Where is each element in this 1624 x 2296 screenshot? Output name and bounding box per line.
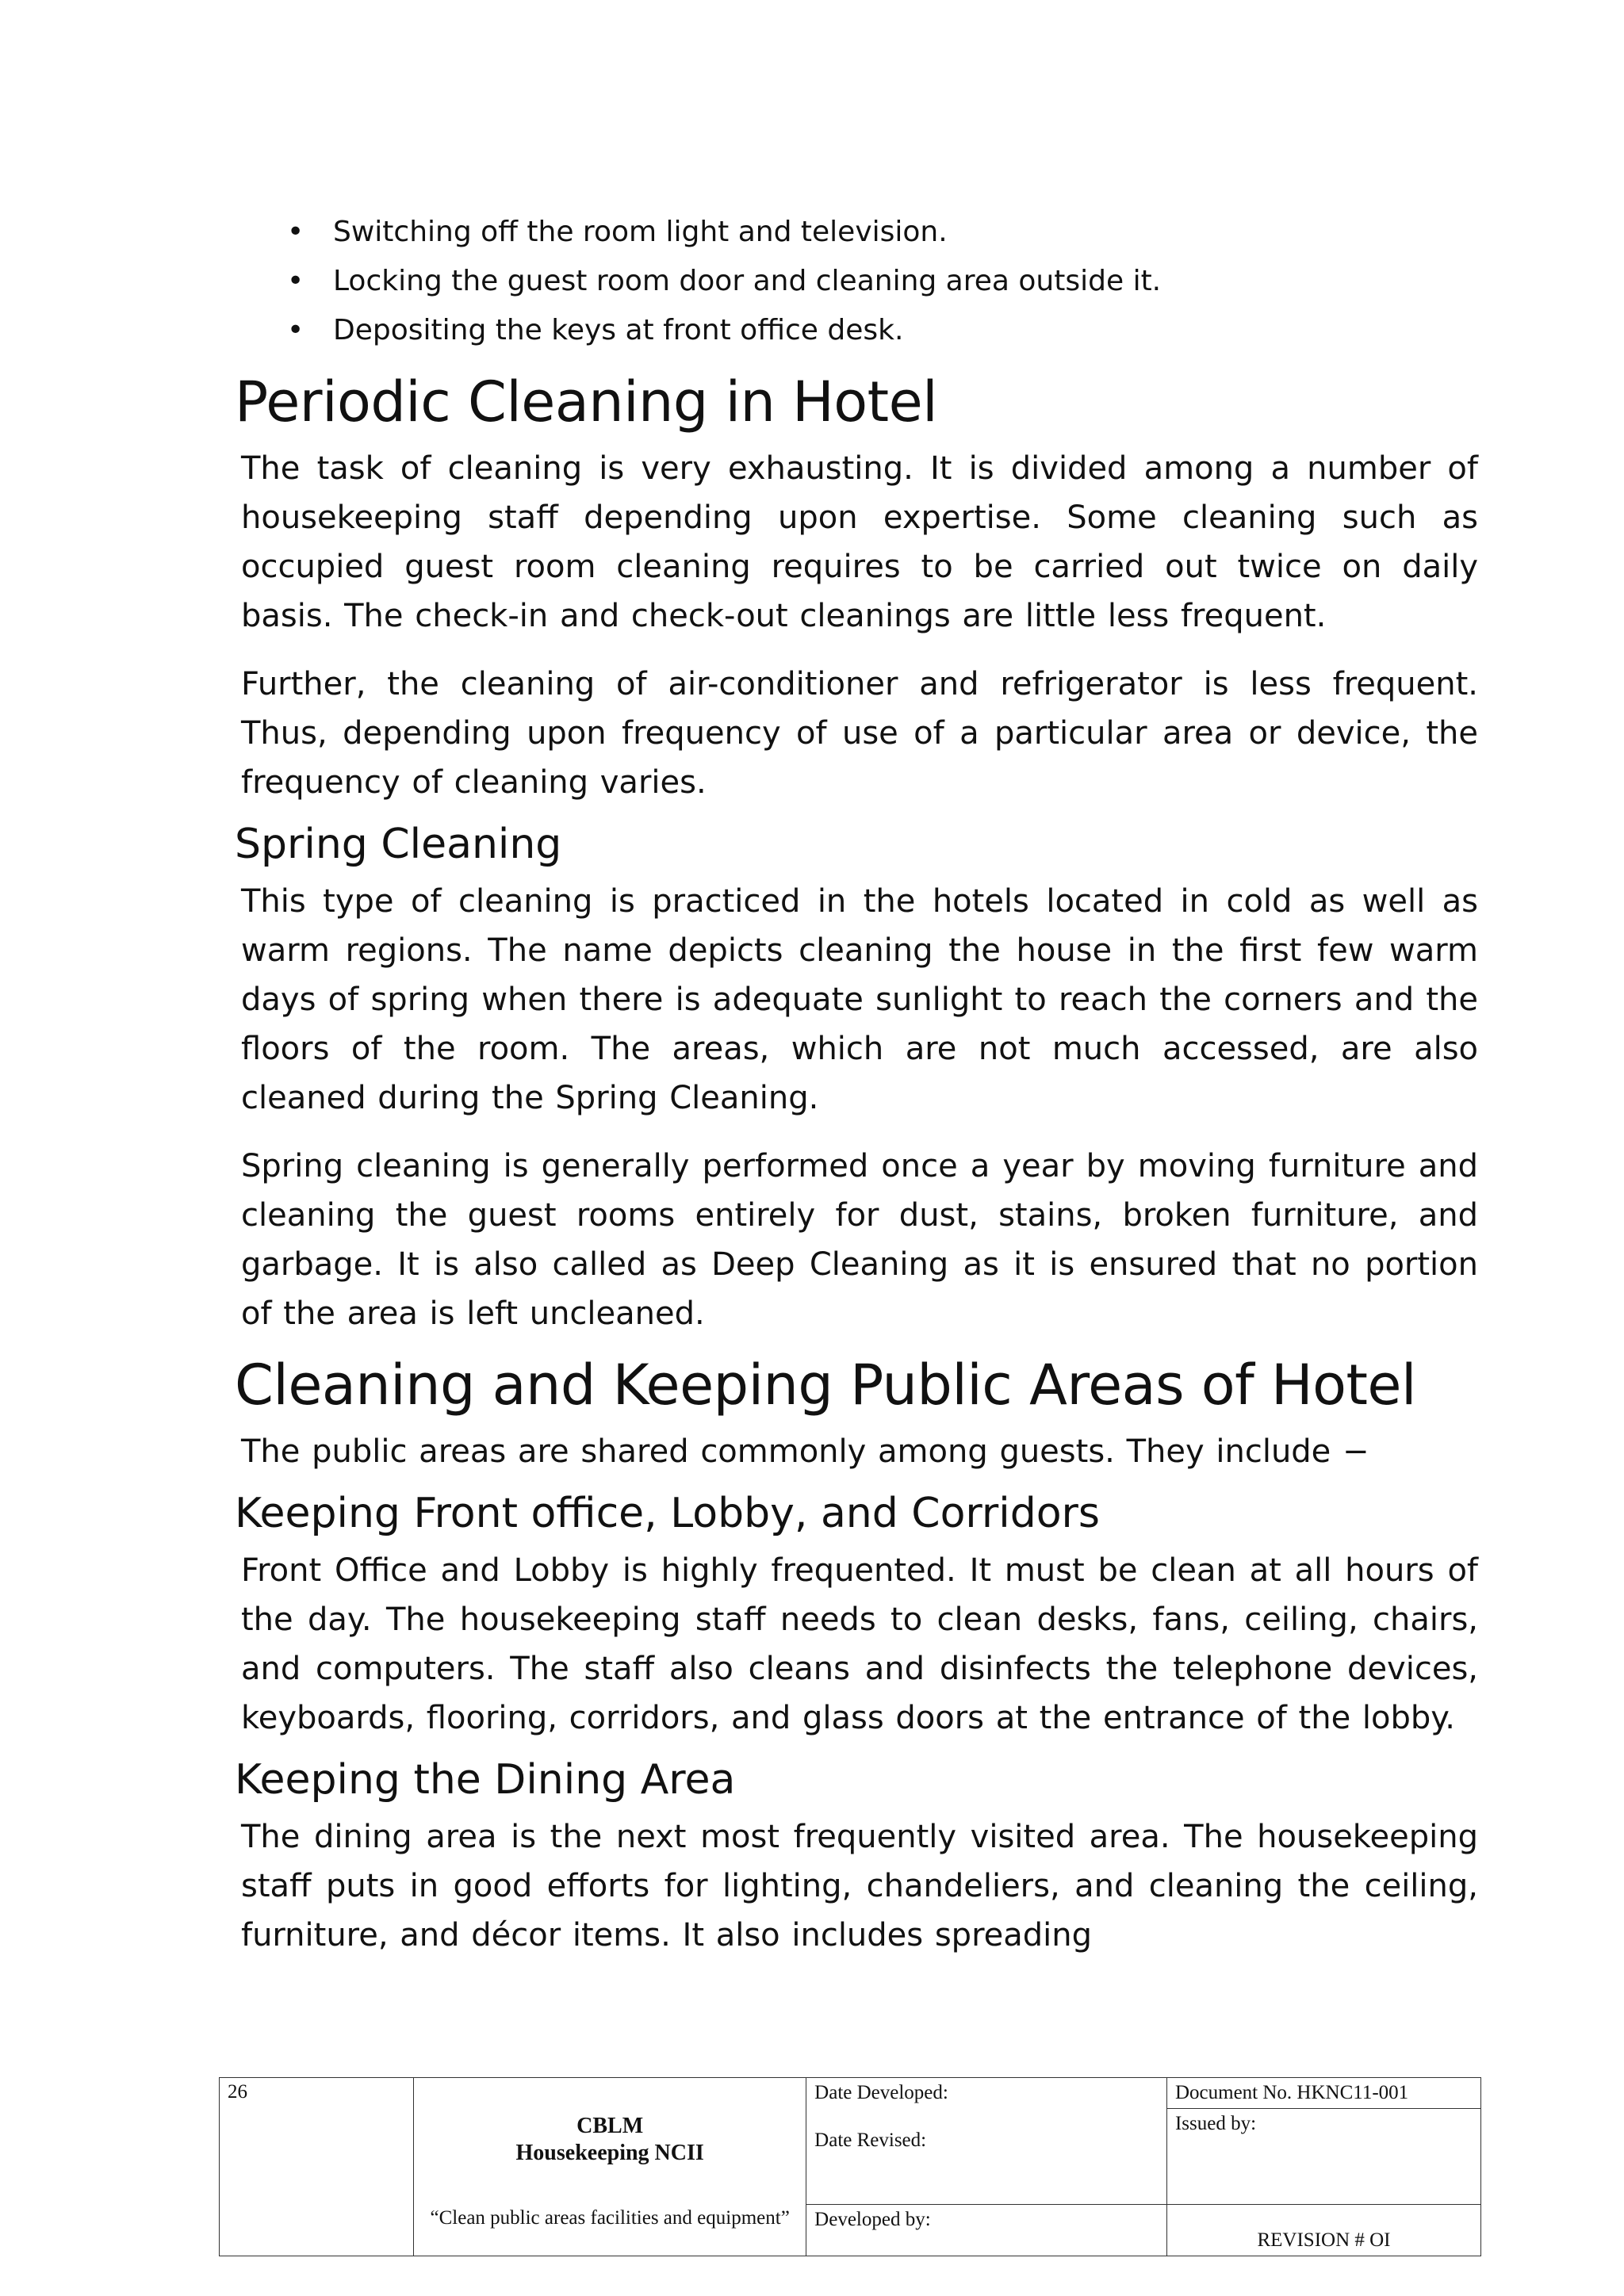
heading-front-office: Keeping Front office, Lobby, and Corridors — [235, 1490, 1101, 1537]
heading-dining-area: Keeping the Dining Area — [235, 1756, 736, 1804]
date-developed-label: Date Developed: — [814, 2082, 948, 2103]
revision-cell: REVISION # OI — [1166, 2205, 1480, 2256]
module-title: “Clean public areas facilities and equipment” — [430, 2207, 790, 2229]
bullet-icon: • — [287, 314, 304, 346]
paragraph: This type of cleaning is practiced in the hotels located in cold as well as warm regions. The name depicts cleaning the house in the first few warm days of spring when there is adequate sunlight to reach the corners and the floors of the room. The areas, which are not much accessed, are also cleaned during the Spring Cleaning. — [241, 883, 1478, 1116]
page-content — [235, 208, 1478, 1965]
bullet-list — [235, 208, 1478, 355]
paragraph: The public areas are shared commonly among guests. They include − — [241, 1433, 1369, 1470]
document-title-cell — [414, 2078, 806, 2256]
paragraph: Further, the cleaning of air-conditioner and refrigerator is less frequent. Thus, depending upon frequency of use of a particular area or device, the frequency of cleaning varies. — [241, 666, 1478, 801]
paragraph: The task of cleaning is very exhausting. It is divided among a number of housekeeping staff depending upon expertise. Some cleaning such as occupied guest room cleaning requires to be carried out twice on daily basis. The check-in and check-out cleanings are little less frequent. — [241, 450, 1478, 634]
heading-public-areas: Cleaning and Keeping Public Areas of Hotel — [235, 1353, 1416, 1418]
paragraph: The dining area is the next most frequently visited area. The housekeeping staff puts in good efforts for lighting, chandeliers, and cleaning the ceiling, furniture, and décor items. It also includes spreading — [241, 1819, 1478, 1954]
document-subtitle: Housekeeping NCII — [515, 2141, 704, 2165]
developed-by-cell: Developed by: — [806, 2205, 1167, 2256]
page-number: 26 — [220, 2078, 414, 2256]
issued-by-cell: Issued by: — [1166, 2109, 1480, 2205]
bullet-icon: • — [287, 216, 304, 248]
list-item: • Locking the guest room door and cleaning area outside it. — [235, 257, 1478, 306]
heading-periodic-cleaning: Periodic Cleaning in Hotel — [235, 369, 938, 434]
bullet-icon: • — [287, 265, 304, 297]
document-number: Document No. HKNC11-001 — [1166, 2078, 1480, 2109]
date-revised-label: Date Revised: — [814, 2130, 927, 2151]
list-item: • Switching off the room light and television. — [235, 208, 1478, 257]
paragraph: Spring cleaning is generally performed once a year by moving furniture and cleaning the guest rooms entirely for dust, stains, broken furniture, and garbage. It is also called as Deep Cleaning as it is ensured that no portion of the area is left uncleaned. — [241, 1148, 1478, 1332]
paragraph: Front Office and Lobby is highly frequented. It must be clean at all hours of the day. The housekeeping staff needs to clean desks, fans, ceiling, chairs, and computers. The staff also cleans and disinfects the telephone devices, keyboards, flooring, corridors, and glass doors at the entrance of the lobby. — [241, 1552, 1478, 1736]
list-item: • Depositing the keys at front office desk. — [235, 306, 1478, 355]
date-cell — [806, 2078, 1167, 2205]
document-title: CBLM — [576, 2114, 644, 2138]
heading-spring-cleaning: Spring Cleaning — [235, 821, 562, 868]
footer-table — [219, 2077, 1481, 2256]
